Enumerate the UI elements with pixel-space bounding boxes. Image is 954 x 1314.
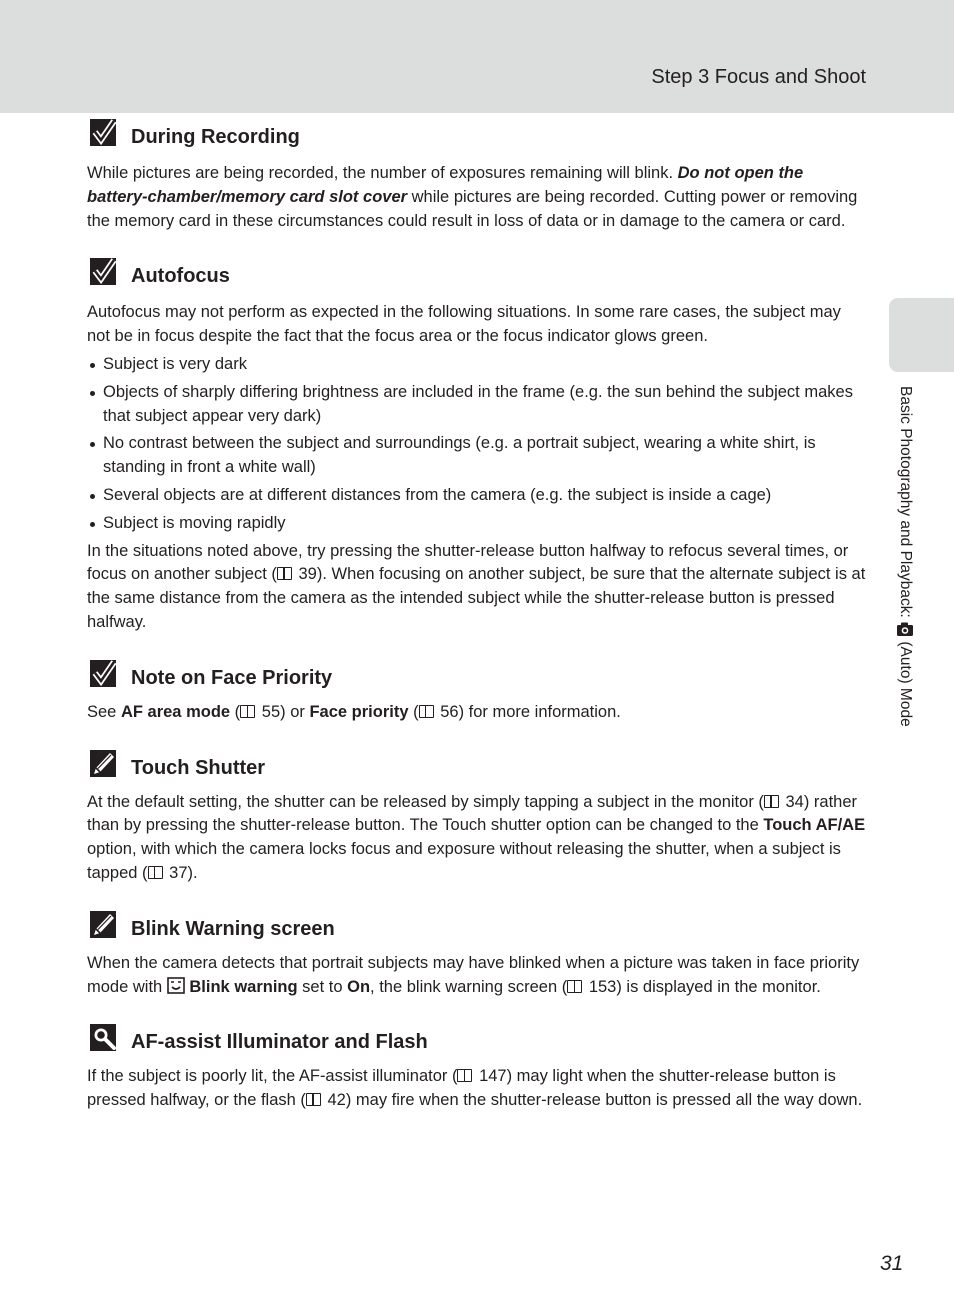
section-face-priority xyxy=(87,659,867,725)
camera-icon xyxy=(896,622,914,637)
section-body: See AF area mode ( 55) or Face priority ( 56) for more information. xyxy=(87,702,621,721)
chapter-side-label: Basic Photography and Playback: (Auto) Mode xyxy=(897,386,914,727)
page-ref-icon xyxy=(567,980,582,993)
page-ref-icon xyxy=(764,795,779,808)
section-title: Touch Shutter xyxy=(131,756,266,779)
list-item: Several objects are at different distances from the camera (e.g. the subject is inside a cage) xyxy=(87,484,867,508)
section-title: During Recording xyxy=(131,126,300,148)
page-ref-icon xyxy=(457,1069,472,1082)
list-item: Objects of sharply differing brightness are included in the frame (e.g. the sun behind the subject makes that subject appear very dark) xyxy=(87,381,867,429)
pencil-icon xyxy=(89,910,119,940)
section-af-assist xyxy=(87,1023,867,1113)
page-ref-icon xyxy=(277,567,292,580)
page-number: 31 xyxy=(880,1252,904,1275)
section-intro: Autofocus may not perform as expected in the following situations. In some rare cases, the subject may not be in focus despite the fact that the focus area or the focus indicator glows green. xyxy=(87,303,841,346)
magnifier-icon xyxy=(89,1023,119,1053)
running-header-title: Step 3 Focus and Shoot xyxy=(651,66,866,88)
pencil-icon xyxy=(89,749,119,779)
page-ref-icon xyxy=(419,705,434,718)
check-note-icon xyxy=(89,118,119,148)
section-body: At the default setting, the shutter can be released by simply tapping a subject in the monitor ( 34) rather than by pressing the shutter-release button. The Touch shutter option can be changed to the Touch AF/AE option, with which the camera locks focus and exposure without releasing the shutter, when a subject is tapped ( 37). xyxy=(87,792,866,882)
section-during-recording xyxy=(87,118,867,233)
header-band xyxy=(0,0,954,113)
section-body: When the camera detects that portrait subjects may have blinked when a picture was taken in face priority mode with Blink warning set to On, the blink warning screen ( 153) is displayed in the monitor. xyxy=(87,953,860,996)
section-blink-warning xyxy=(87,910,867,1000)
section-touch-shutter xyxy=(87,749,867,886)
chapter-tab xyxy=(889,298,954,372)
check-note-icon xyxy=(89,257,119,287)
section-title: Note on Face Priority xyxy=(131,666,333,689)
list-item: Subject is moving rapidly xyxy=(87,512,867,536)
list-item: No contrast between the subject and surroundings (e.g. a portrait subject, wearing a white shirt, is standing in front a white wall) xyxy=(87,432,867,480)
section-outro: In the situations noted above, try pressing the shutter-release button halfway to refocus several times, or focus on another subject ( 39). When focusing on another subject, be sure that the alternate subject is at the same distance from the camera as the intended subject while the shutter-release button is pressed halfway. xyxy=(87,541,866,631)
page-content xyxy=(87,118,867,1113)
situation-list xyxy=(87,353,867,536)
page-ref-icon xyxy=(148,866,163,879)
page-ref-icon xyxy=(306,1093,321,1106)
section-autofocus xyxy=(87,257,867,634)
page-ref-icon xyxy=(240,705,255,718)
section-body: While pictures are being recorded, the number of exposures remaining will blink. Do not open the battery-chamber/memory card slot cover while pictures are being recorded. Cutting power or removing the memory card in these circumstances could result in loss of data or in damage to the camera or card. xyxy=(87,164,858,230)
face-blink-icon xyxy=(167,977,185,994)
section-body: If the subject is poorly lit, the AF-assist illuminator ( 147) may light when the shutter-release button is pressed halfway, or the flash ( 42) may fire when the shutter-release button is pressed all the way down. xyxy=(87,1067,863,1110)
list-item: Subject is very dark xyxy=(87,353,867,377)
section-title: Blink Warning screen xyxy=(131,917,335,940)
section-title: Autofocus xyxy=(131,265,230,288)
check-note-icon xyxy=(89,659,119,689)
section-title: AF-assist Illuminator and Flash xyxy=(131,1031,428,1054)
